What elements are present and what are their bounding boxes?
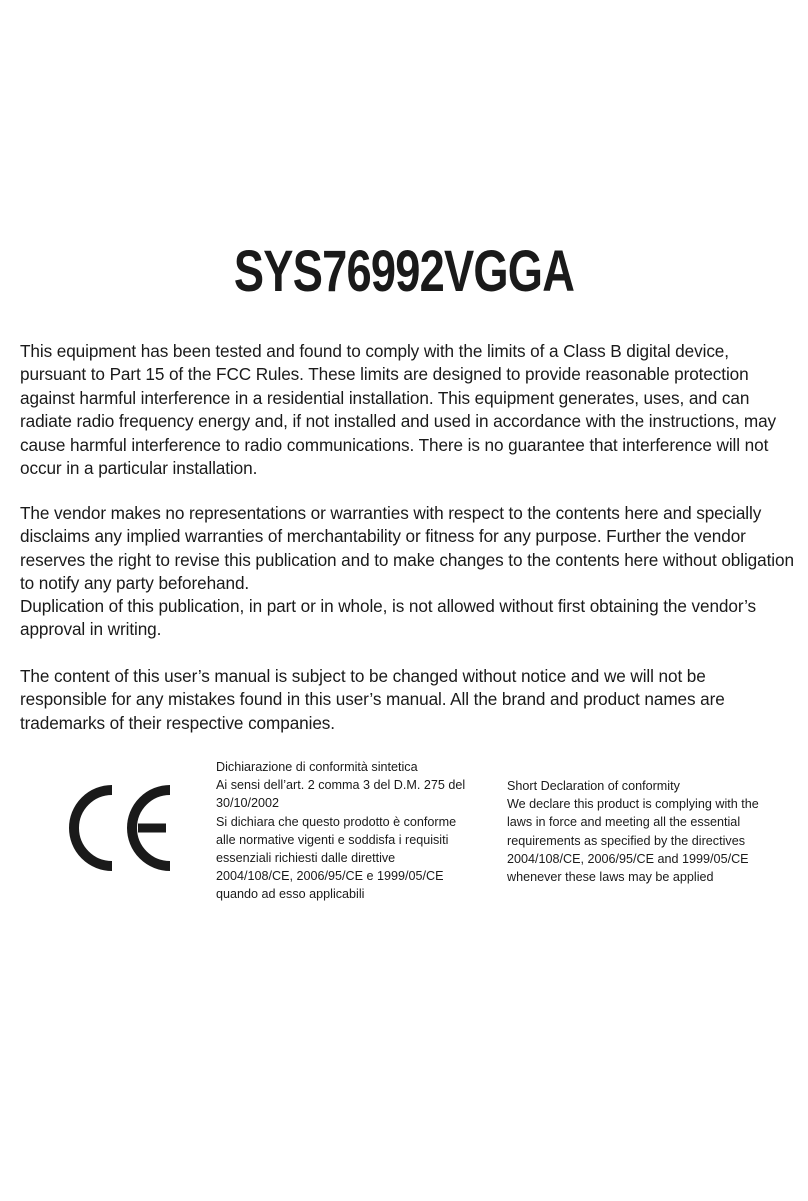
italian-declaration-line: essenziali richiesti dalle direttive bbox=[216, 851, 396, 866]
english-declaration-line: requirements as specified by the directives bbox=[507, 833, 745, 848]
italian-declaration-line: Dichiarazione di conformità sintetica bbox=[216, 760, 418, 774]
english-declaration-line: whenever these laws may be applied bbox=[507, 870, 714, 885]
italian-declaration-line: 2004/108/CE, 2006/95/CE e 1999/05/CE bbox=[216, 869, 444, 884]
italian-declaration-line: alle normative vigenti e soddisfa i requisiti bbox=[216, 832, 449, 847]
vendor-disclaimer-paragraph: The vendor makes no representations or warranties with respect to the contents here and specially disclaims any implied warranties of merchantability or fitness for any purpose. Further the vendor reserves the right to revise this publication and to make changes to the contents here without obligation to notify any party beforehand. bbox=[20, 503, 794, 594]
fcc-compliance-paragraph: This equipment has been tested and found to comply with the limits of a Class B digital device, pursuant to Part 15 of the FCC Rules. These limits are designed to provide reasonable protection against harmful interference in a residential installation. This equipment generates, uses, and can radiate radio frequency energy and, if not installed and used in accordance with the instructions, may cause harmful interference to radio communications. There is no guarantee that interference will not occur in a particular installation. bbox=[20, 341, 777, 479]
english-declaration-line: We declare this product is complying with the bbox=[507, 797, 759, 812]
duplication-notice-paragraph: Duplication of this publication, in part or in whole, is not allowed without first obtaining the vendor’s approval in writing. bbox=[20, 596, 756, 640]
manual-change-notice-paragraph: The content of this user’s manual is subject to be changed without notice and we will not be responsible for any mistakes found in this user’s manual. All the brand and product names are trademarks of their respective companies. bbox=[20, 666, 725, 733]
model-title: SYS76992VGGA bbox=[233, 239, 575, 304]
italian-declaration-line: Si dichiara che questo prodotto è conforme bbox=[216, 814, 457, 829]
italian-declaration-line: Ai sensi dell’art. 2 comma 3 del D.M. 275 del bbox=[216, 778, 466, 793]
english-declaration-line: Short Declaration of conformity bbox=[507, 779, 680, 793]
english-declaration bbox=[507, 777, 797, 886]
italian-declaration bbox=[216, 758, 496, 904]
italian-declaration-line: quando ad esso applicabili bbox=[216, 887, 365, 902]
english-declaration-line: laws in force and meeting all the essential bbox=[507, 815, 741, 830]
english-declaration-line: 2004/108/CE, 2006/95/CE and 1999/05/CE bbox=[507, 851, 749, 866]
ce-mark-icon bbox=[62, 778, 174, 878]
italian-declaration-line: 30/10/2002 bbox=[216, 796, 280, 811]
